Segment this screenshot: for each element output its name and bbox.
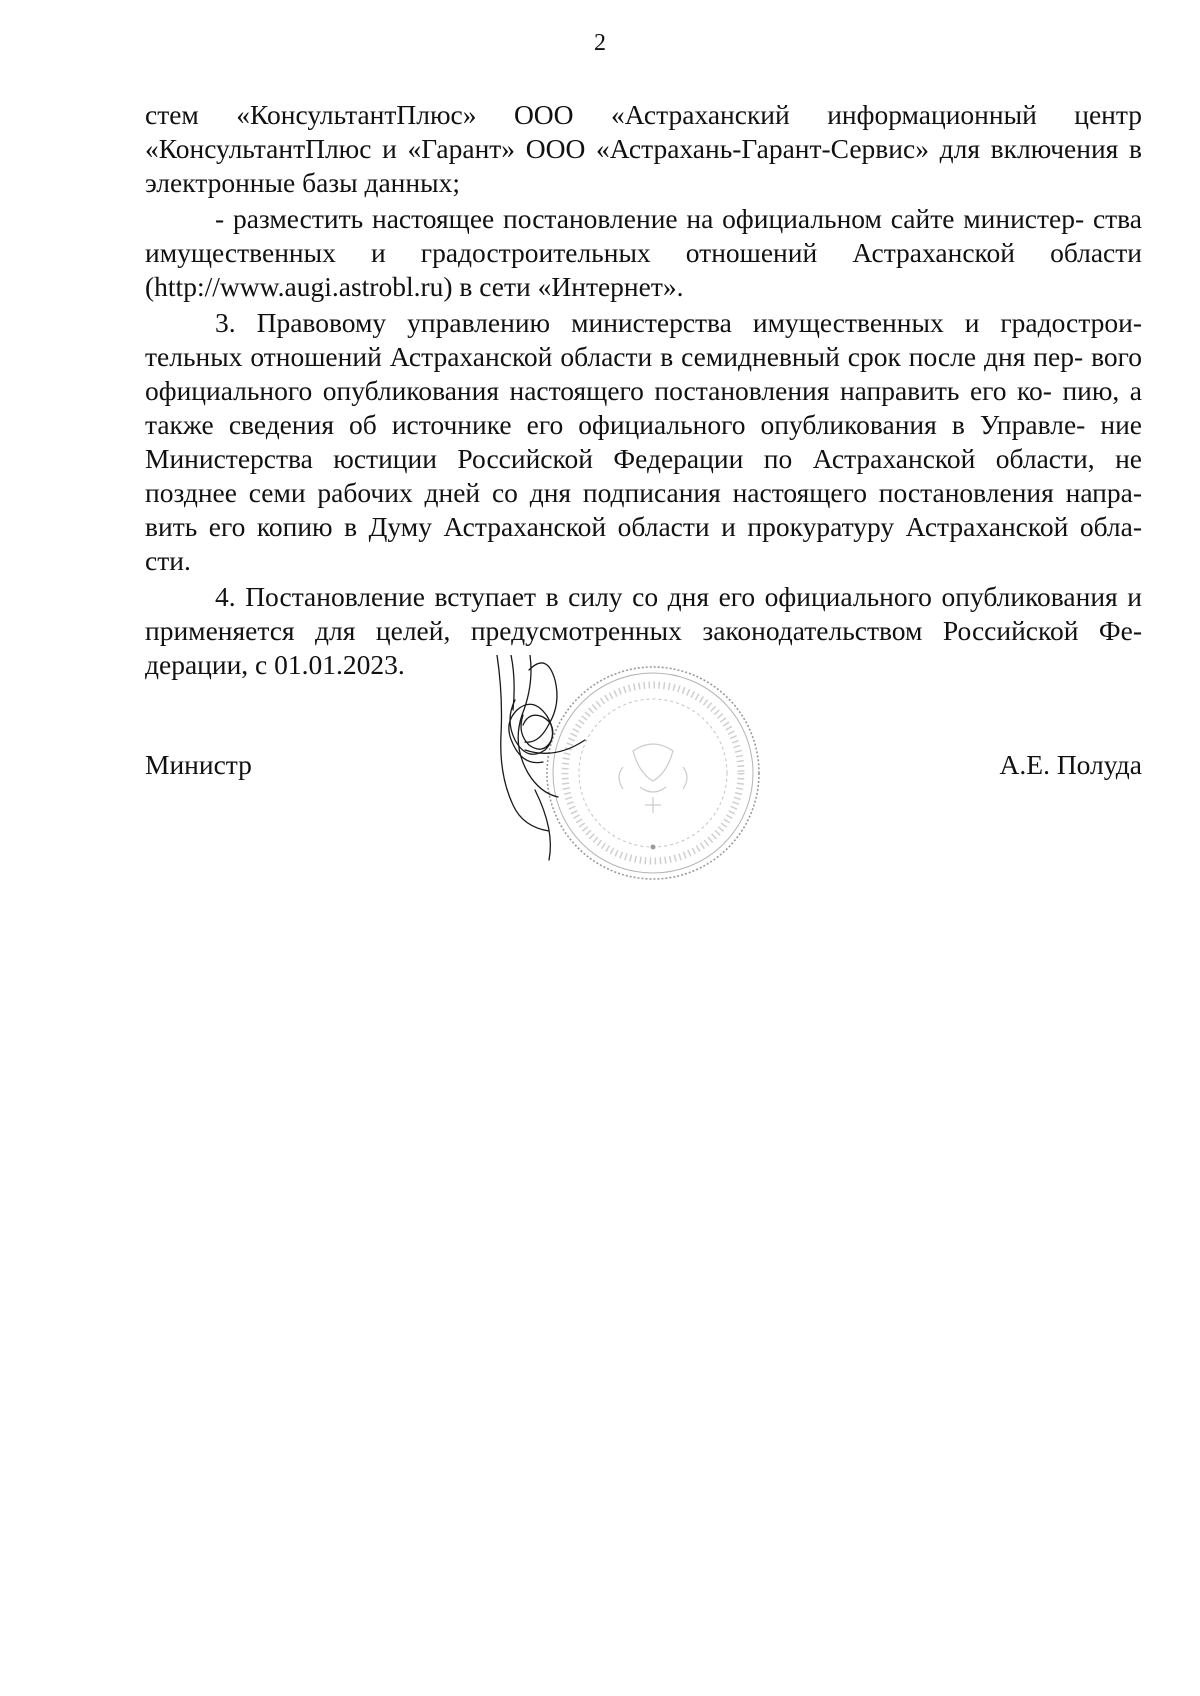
- line: - разместить настоящее постановление на официальном сайте министер-: [215, 203, 1085, 234]
- line: и применяется для целей, предусмотренных законодательством Российской Фе-: [145, 581, 1143, 646]
- line: вить его копию в Думу Астраханской области и прокуратуру Астраханской обла-: [145, 511, 1142, 542]
- line: в электронные базы данных;: [145, 133, 1143, 198]
- signer-name: А.Е. Полуда: [999, 749, 1142, 780]
- line: стем «КонсультантПлюс» ООО «Астраханский информационный центр: [145, 99, 1142, 130]
- official-seal-with-signature-icon: [495, 655, 775, 925]
- line: пию, а также сведения об источнике его официального опубликования в Управле-: [145, 375, 1143, 440]
- document-body: [145, 98, 1142, 684]
- line: «КонсультантПлюс и «Гарант» ООО «Астрахань-Гарант-Сервис» для включения: [145, 133, 1119, 164]
- line: вого официального опубликования настоящего постановления направить его ко-: [145, 341, 1142, 406]
- line: тельных отношений Астраханской области в семидневный срок после дня пер-: [145, 341, 1084, 372]
- line: 3. Правовому управлению министерства имущественных и градострои-: [215, 307, 1142, 338]
- paragraph-item-3: [145, 306, 1142, 578]
- line: дерации, с 01.01.2023.: [145, 649, 405, 680]
- line: сти.: [145, 545, 191, 576]
- paragraph-website: [145, 202, 1142, 304]
- line: ства имущественных и градостроительных отношений Астраханской области: [145, 203, 1142, 268]
- line: (http://www.augi.astrobl.ru) в сети «Интернет».: [145, 271, 684, 302]
- line: позднее семи рабочих дней со дня подписания настоящего постановления напра-: [145, 477, 1142, 508]
- paragraph-databases: [145, 98, 1142, 200]
- page-number: 2: [594, 30, 606, 56]
- line: 4. Постановление вступает в силу со дня его официального опубликования: [215, 581, 1118, 612]
- line: ние Министерства юстиции Российской Федерации по Астраханской области, не: [145, 409, 1143, 474]
- signer-position: Министр: [145, 749, 252, 780]
